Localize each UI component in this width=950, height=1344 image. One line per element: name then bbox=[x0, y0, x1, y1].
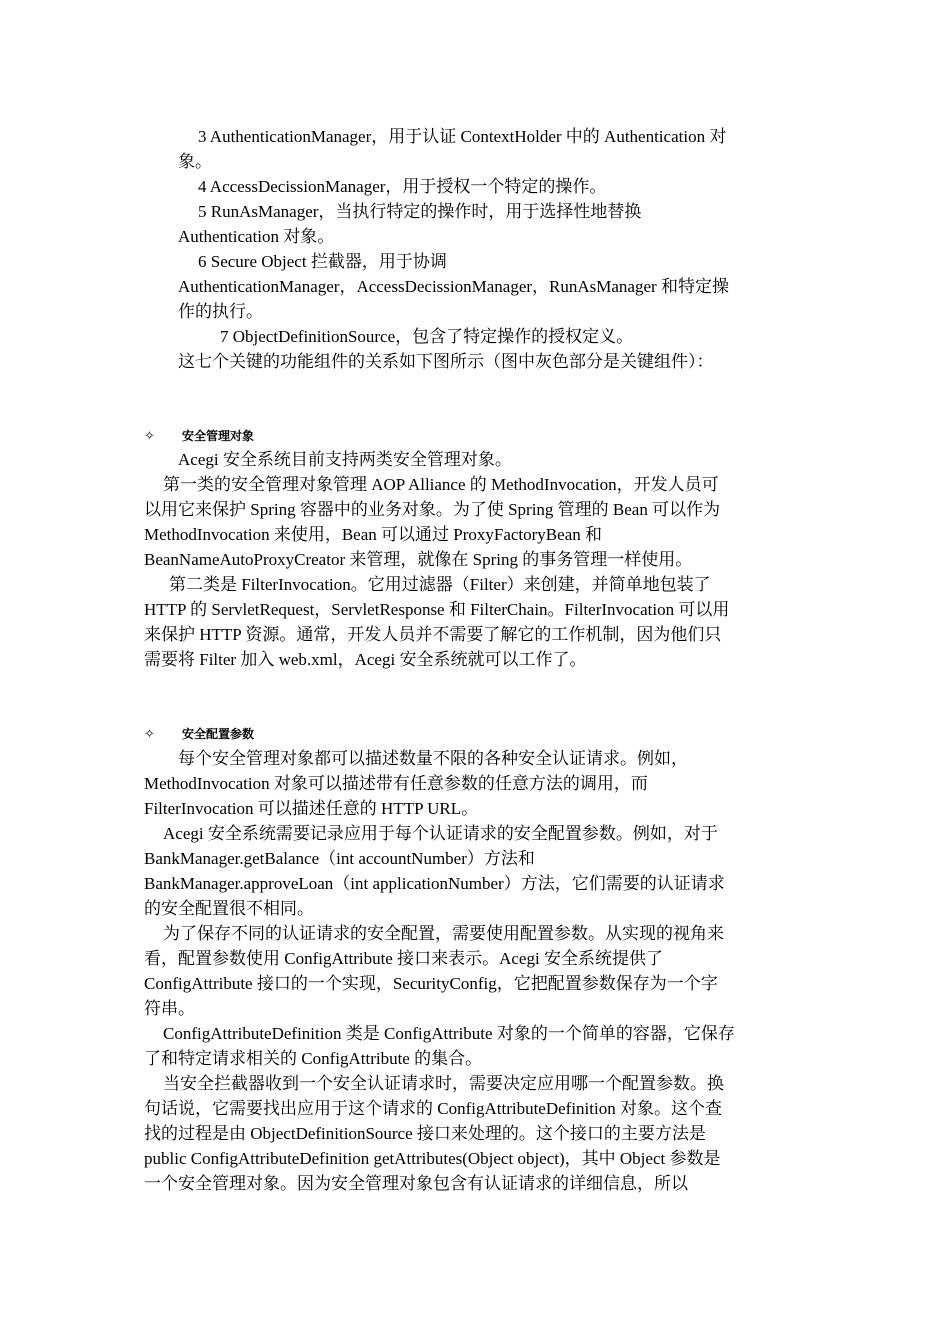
paragraph-line: BeanNameAutoProxyCreator 来管理，就像在 Spring 的事务管理一样使用。 bbox=[144, 550, 693, 569]
paragraph-line: 来保护 HTTP 资源。通常，开发人员并不需要了解它的工作机制，因为他们只 bbox=[144, 625, 722, 644]
paragraph-line: 7 ObjectDefinitionSource，包含了特定操作的授权定义。 bbox=[220, 327, 634, 346]
paragraph-line: 第二类是 FilterInvocation。它用过滤器（Filter）来创建，并简单地包装了 bbox=[169, 575, 711, 594]
paragraph-line: 以用它来保护 Spring 容器中的业务对象。为了使 Spring 管理的 Bean 可以作为 bbox=[144, 500, 721, 519]
section-title: 安全管理对象 bbox=[182, 429, 255, 443]
paragraph-line: public ConfigAttributeDefinition getAttributes(Object object)，其中 Object 参数是 bbox=[144, 1149, 721, 1168]
section-title: 安全配置参数 bbox=[182, 727, 255, 741]
diamond-bullet-icon: ✧ bbox=[144, 727, 155, 742]
paragraph-line: MethodInvocation 来使用，Bean 可以通过 ProxyFactoryBean 和 bbox=[144, 525, 602, 544]
paragraph-line: 当安全拦截器收到一个安全认证请求时，需要决定应用哪一个配置参数。换 bbox=[163, 1074, 724, 1093]
paragraph-line: 作的执行。 bbox=[178, 302, 263, 321]
section-body-security-config bbox=[144, 746, 735, 1196]
paragraph-line: 3 AuthenticationManager，用于认证 ContextHolder 中的 Authentication 对 bbox=[198, 127, 727, 146]
paragraph-line: 6 Secure Object 拦截器，用于协调 bbox=[198, 252, 447, 271]
paragraph-line: 每个安全管理对象都可以描述数量不限的各种安全认证请求。例如， bbox=[178, 749, 688, 768]
paragraph-line: 5 RunAsManager，当执行特定的操作时，用于选择性地替换 bbox=[198, 202, 642, 221]
paragraph-line: 需要将 Filter 加入 web.xml，Acegi 安全系统就可以工作了。 bbox=[144, 650, 587, 669]
paragraph-line: 一个安全管理对象。因为安全管理对象包含有认证请求的详细信息，所以 bbox=[144, 1174, 688, 1193]
paragraph-line: ConfigAttributeDefinition 类是 ConfigAttribute 对象的一个简单的容器，它保存 bbox=[163, 1024, 735, 1043]
paragraph-line: 这七个关键的功能组件的关系如下图所示（图中灰色部分是关键组件）： bbox=[178, 352, 714, 371]
paragraph-line: BankManager.approveLoan（int applicationNumber）方法，它们需要的认证请求 bbox=[144, 874, 725, 893]
section-heading-security-config bbox=[144, 724, 254, 744]
section-heading-security-objects bbox=[144, 426, 254, 446]
paragraph-line: 的安全配置很不相同。 bbox=[144, 899, 314, 918]
paragraph-line: BankManager.getBalance（int accountNumber）方法和 bbox=[144, 849, 535, 868]
section-body-security-objects bbox=[144, 447, 729, 672]
paragraph-line: FilterInvocation 可以描述任意的 HTTP URL。 bbox=[144, 799, 479, 818]
paragraph-line: 象。 bbox=[178, 152, 212, 171]
paragraph-line: AuthenticationManager，AccessDecissionManager，RunAsManager 和特定操 bbox=[178, 277, 729, 296]
paragraph-line: HTTP 的 ServletRequest，ServletResponse 和 FilterChain。FilterInvocation 可以用 bbox=[144, 600, 730, 619]
component-list bbox=[178, 124, 729, 374]
paragraph-line: Acegi 安全系统目前支持两类安全管理对象。 bbox=[178, 450, 512, 469]
paragraph-line: 为了保存不同的认证请求的安全配置，需要使用配置参数。从实现的视角来 bbox=[163, 924, 724, 943]
paragraph-line: Authentication 对象。 bbox=[178, 227, 335, 246]
paragraph-line: MethodInvocation 对象可以描述带有任意参数的任意方法的调用，而 bbox=[144, 774, 648, 793]
paragraph-line: 4 AccessDecissionManager，用于授权一个特定的操作。 bbox=[198, 177, 607, 196]
paragraph-line: 第一类的安全管理对象管理 AOP Alliance 的 MethodInvocation，开发人员可 bbox=[163, 475, 719, 494]
paragraph-line: 了和特定请求相关的 ConfigAttribute 的集合。 bbox=[144, 1049, 483, 1068]
paragraph-line: 符串。 bbox=[144, 999, 195, 1018]
paragraph-line: ConfigAttribute 接口的一个实现，SecurityConfig，它把配置参数保存为一个字 bbox=[144, 974, 718, 993]
diamond-bullet-icon: ✧ bbox=[144, 429, 155, 444]
paragraph-line: Acegi 安全系统需要记录应用于每个认证请求的安全配置参数。例如，对于 bbox=[163, 824, 718, 843]
paragraph-line: 句话说，它需要找出应用于这个请求的 ConfigAttributeDefinition 对象。这个查 bbox=[144, 1099, 722, 1118]
paragraph-line: 看，配置参数使用 ConfigAttribute 接口来表示。Acegi 安全系统提供了 bbox=[144, 949, 663, 968]
paragraph-line: 找的过程是由 ObjectDefinitionSource 接口来处理的。这个接口的主要方法是 bbox=[144, 1124, 706, 1143]
